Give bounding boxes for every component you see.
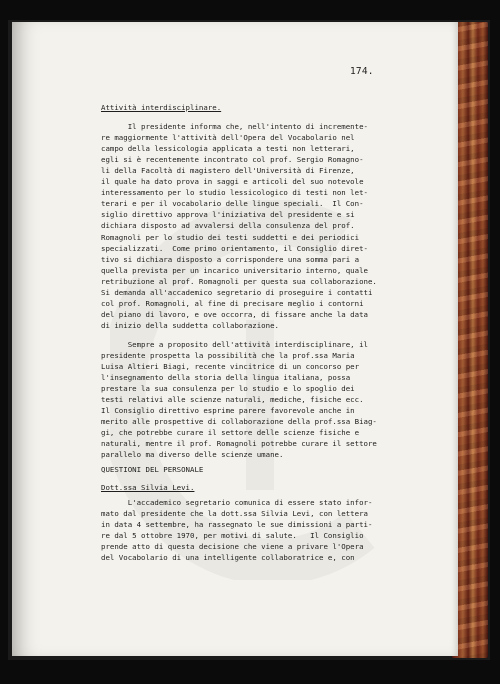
text-line: campo della lessicologia applicata a testi non letterari, [101,144,355,154]
text-line: l'insegnamento della storia della lingua italiana, possa [101,373,351,383]
text-line: Il Consiglio direttivo esprime parere favorevole anche in [101,406,355,416]
text-line: Sempre a proposito dell'attività interdisciplinare, il [101,339,368,349]
page-number: 174. [350,66,374,77]
text-line: retribuzione al prof. Romagnoli per questa sua collaborazione. [101,276,377,286]
text-line: il quale ha dato prova in saggi e articoli del suo notevole [101,177,364,187]
subheading-silvia-levi: Dott.ssa Silvia Levi. [101,482,195,492]
text-line: parallelo ma diverso delle scienze umane. [101,450,284,460]
paragraph-2 [101,339,389,461]
text-line: prestare la sua consulenza per lo studio e lo spoglio dei [101,384,355,394]
text-line: mato dal presidente che la dott.ssa Silvia Levi, con lettera [101,508,368,518]
text-line: prende atto di questa decisione che viene a privare l'Opera [101,541,364,551]
text-line: L'accademico segretario comunica di essere stato infor- [101,497,373,507]
text-line: del piano di lavoro, e ove occorra, di fissare anche la data [101,309,368,319]
text-line: dichiara disposto ad avvalersi della consulenza del prof. [101,221,355,231]
text-line: tivo si dichiara disposto a corrispondere una somma pari a [101,254,360,264]
text-line: re maggiormente l'attività dell'Opera del Vocabolario nel [101,133,355,143]
text-line: merito alle prospettive di collaborazione della prof.ssa Biag- [101,417,377,427]
text-line: Il presidente informa che, nell'intento di incremente- [101,122,368,132]
text-line: siglio direttivo approva l'iniziativa del presidente e si [101,210,355,220]
document-body [101,102,389,563]
text-line: presidente prospetta la possibilità che la prof.ssa Maria [101,350,355,360]
paragraph-3 [101,497,389,563]
text-line: in data 4 settembre, ha rassegnato le sue dimissioni a parti- [101,519,373,529]
text-line: Luisa Altieri Biagi, recente vincitrice di un concorso per [101,362,360,372]
text-line: specializzati. Come primo orientamento, il Consiglio diret- [101,243,368,253]
text-line: del Vocabolario di una intelligente collaboratrice e, con [101,552,355,562]
text-line: quella prevista per un incarico universitario interno, quale [101,265,368,275]
section-heading-personnel: QUESTIONI DEL PERSONALE [101,465,204,475]
text-line: interessamento per lo studio lessicologico di testi non let- [101,188,368,198]
text-line: col prof. Romagnoli, al fine di precisare meglio i contorni [101,298,364,308]
text-line: Romagnoli per lo studio dei testi suddetti e dei periodici [101,232,360,242]
text-line: testi relativi alle scienze naturali, mediche, fisiche ecc. [101,395,364,405]
text-line: Si demanda all'accademico segretario di proseguire i contatti [101,287,373,297]
text-line: li della Facoltà di magistero dell'Università di Firenze, [101,166,355,176]
text-line: di inizio della suddetta collaborazione. [101,320,279,330]
text-line: gi, che potrebbe curare il settore delle scienze fisiche e [101,428,360,438]
text-line: naturali, mentre il prof. Romagnoli potrebbe curare il settore [101,439,377,449]
text-line: egli si è recentemente incontrato col prof. Sergio Romagno- [101,155,364,165]
section-heading-interdisciplinary: Attività interdisciplinare. [101,103,222,112]
text-line: re dal 5 ottobre 1970, per motivi di salute. Il Consiglio [101,530,364,540]
paragraph-1 [101,121,389,331]
text-line: terari e per il vocabolario delle lingue speciali. Il Con- [101,199,364,209]
